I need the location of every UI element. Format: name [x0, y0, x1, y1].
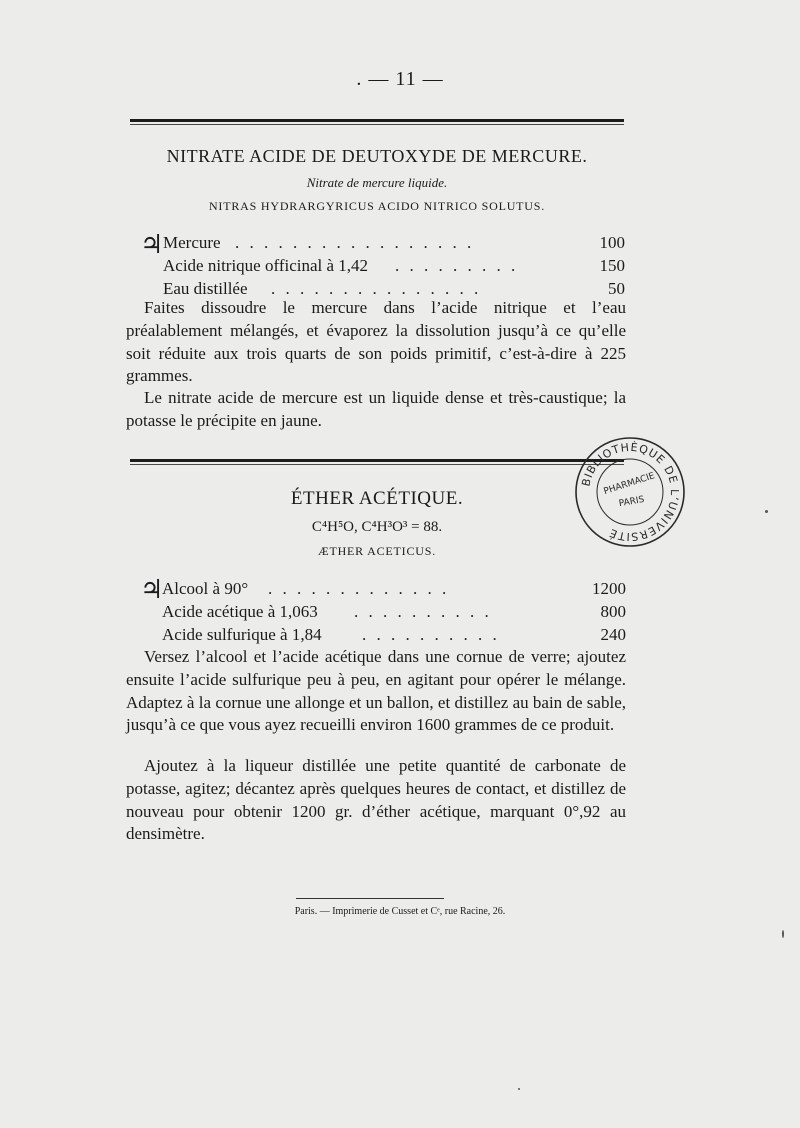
ingredient-leader-dots: . . . . . . . . . . . . . . .: [271, 279, 482, 298]
section1-paragraph: Faites dissoudre le mercure dans l’acide nitrique et l’eau préalablement mélangés, et évaporez la dissolution jusqu’à ce qu’elle soit réduite aux trois quarts de son poids primitif, c’est-à-dire à 225 grammes.: [126, 298, 626, 386]
ingredient-quantity: 100: [599, 233, 625, 252]
section1-latin-name: NITRAS HYDRARGYRICUS ACIDO NITRICO SOLUTUS.: [208, 199, 546, 213]
section2-latin-name: ÆTHER ACETICUS.: [317, 544, 436, 558]
scan-speck: [518, 1088, 520, 1090]
ingredient-name: Acide sulfurique à 1,84: [162, 625, 322, 644]
top-rule: [130, 119, 624, 125]
scan-speck: [782, 930, 784, 938]
scan-speck: [765, 510, 768, 513]
section1-title: NITRATE ACIDE DE DEUTOXYDE DE MERCURE.: [166, 146, 588, 166]
recipe-symbol-icon: ♃: [140, 575, 164, 604]
ingredient-leader-dots: . . . . . . . . . .: [354, 602, 492, 621]
ingredient-name: Mercure: [163, 233, 221, 252]
section2-title: ÉTHER ACÉTIQUE.: [290, 488, 464, 509]
section1-subtitle: Nitrate de mercure liquide.: [306, 175, 448, 190]
stamp-inner-line2: PARIS: [618, 494, 646, 510]
ingredient-row: [162, 580, 626, 600]
ingredient-leader-dots: . . . . . . . . .: [395, 256, 519, 275]
ingredient-row: [162, 626, 626, 646]
ingredient-leader-dots: . . . . . . . . . .: [362, 625, 500, 644]
ingredient-quantity: 50: [608, 279, 625, 298]
stamp-inner-line1: PHARMACIE: [602, 471, 657, 498]
recipe-symbol-icon: ♃: [140, 230, 164, 259]
ingredient-leader-dots: . . . . . . . . . . . . .: [268, 579, 450, 598]
section-divider-rule: [130, 459, 624, 465]
ingredient-quantity: 1200: [592, 579, 626, 598]
ingredient-quantity: 150: [599, 256, 625, 275]
ingredient-leader-dots: . . . . . . . . . . . . . . . . .: [235, 233, 475, 252]
section2-formula: C⁴H⁵O, C⁴H³O³ = 88.: [311, 519, 443, 535]
ingredient-quantity: 800: [600, 602, 626, 621]
ingredient-name: Acide acétique à 1,063: [162, 602, 318, 621]
stamp-outer-text: BIBLIOTHÈQUE DE L’UNIVERSITÉ: [579, 440, 682, 544]
ingredient-name: Eau distillée: [163, 279, 248, 298]
ingredient-row: [163, 234, 625, 254]
ingredient-quantity: 240: [600, 625, 626, 644]
section1-paragraph: Le nitrate acide de mercure est un liquide dense et très-caustique; la potasse le précipite en jaune.: [126, 388, 626, 430]
footer-rule: [296, 898, 444, 899]
page-number: . — 11 —: [356, 68, 444, 90]
ingredient-row: [163, 257, 625, 277]
ingredient-row: [162, 603, 626, 623]
printer-imprint: Paris. — Imprimerie de Cusset et Cᵉ, rue Racine, 26.: [294, 906, 506, 917]
ingredient-name: Alcool à 90°: [162, 579, 249, 598]
section2-paragraph: Versez l’alcool et l’acide acétique dans une cornue de verre; ajoutez ensuite l’acide sulfurique peu à peu, en agitant pour opérer le mélange. Adaptez à la cornue une allonge et un ballon, et distillez au bain de sable, jusqu’à ce que vous ayez recueilli environ 1600 grammes de ce produit.: [126, 647, 626, 735]
ingredient-name: Acide nitrique officinal à 1,42: [163, 256, 369, 275]
section2-paragraph: Ajoutez à la liqueur distillée une petite quantité de carbonate de potasse, agitez; décantez après quelques heures de contact, et distillez de nouveau pour obtenir 1200 gr. d’éther acétique, marquant 0°,92 au densimètre.: [126, 756, 626, 844]
